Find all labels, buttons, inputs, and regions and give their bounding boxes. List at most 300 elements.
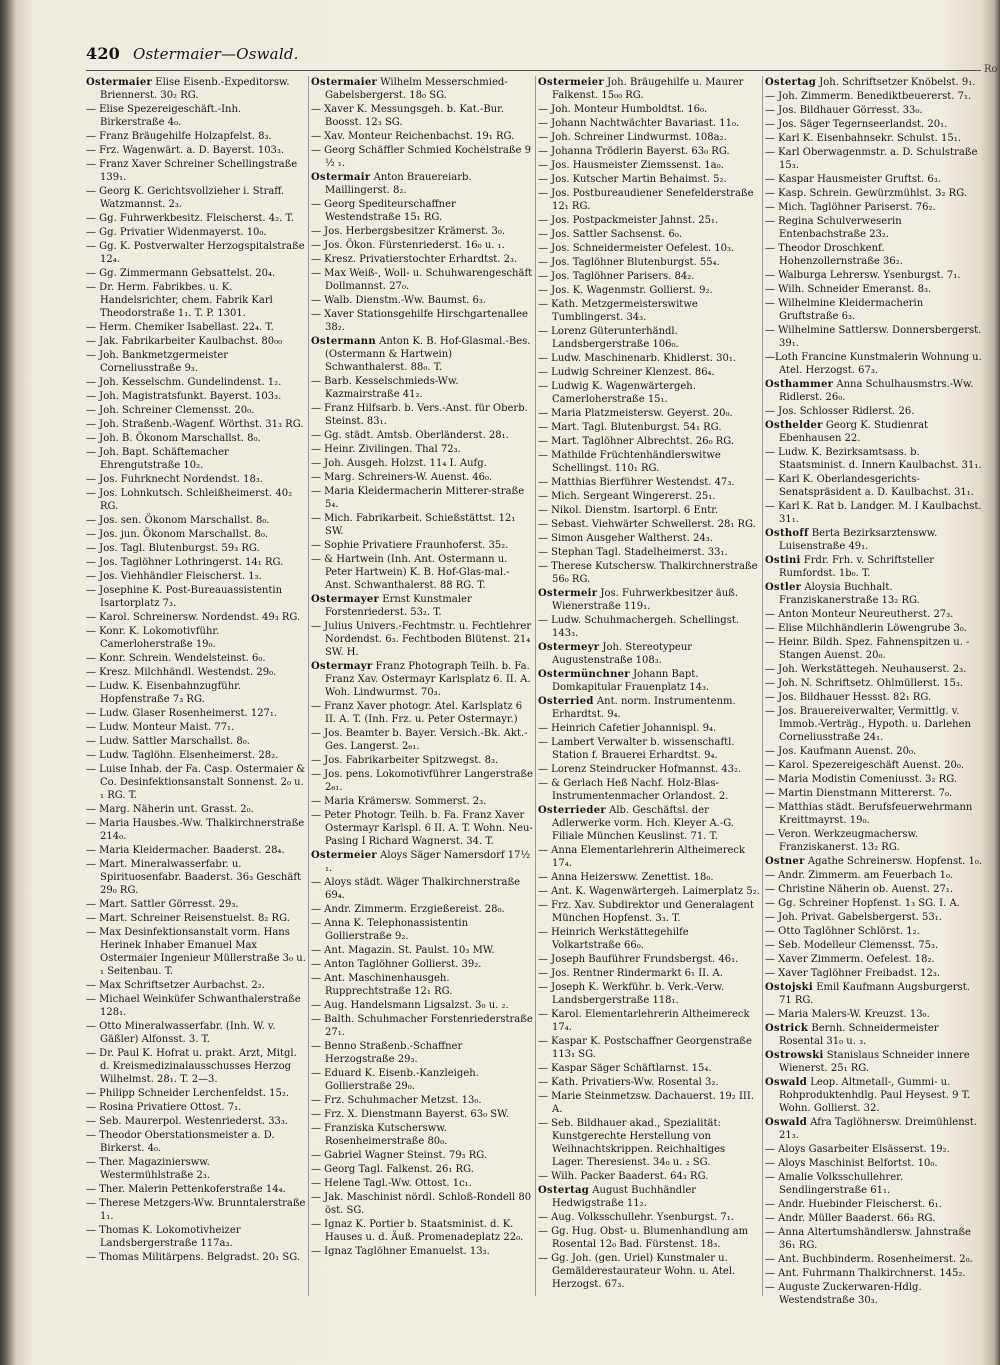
entry-text: Anna Schulhausmstrs.-Ww. Ridlerst. 26₀. [779, 379, 974, 403]
directory-entry [311, 1177, 533, 1190]
directory-entry [86, 321, 306, 334]
entry-text: — Joseph K. Werkführ. b. Verk.-Verw. Landsbergerstraße 118₁. [538, 982, 725, 1006]
entry-text: Ernst Kunstmaler Forstenriederst. 53₂. T. [325, 594, 472, 618]
directory-entry [86, 1156, 306, 1182]
directory-entry [311, 375, 533, 401]
entry-text: — Andr. Huebinder Fleischerst. 6₁. [765, 1199, 942, 1210]
directory-entry [86, 1101, 306, 1114]
directory-entry [538, 476, 760, 489]
page-number: 420 [86, 44, 120, 63]
directory-entry [311, 130, 533, 143]
entry-text: Afra Taglöhnersw. Dreimühlenst. 21₃. [779, 1117, 977, 1141]
entry-text: — Ignaz Taglöhner Emanuelst. 13₃. [311, 1246, 490, 1257]
directory-entry [538, 668, 760, 694]
entry-text: — Karol. Spezereigeschäft Auenst. 20₀. [765, 760, 965, 771]
entry-text: — Franziska Kutschersww. Rosenheimerstraße 80₀. [311, 1123, 448, 1147]
entry-text: — Otto Mineralwasserfabr. (Inh. W. v. Gäßler) Alfonsst. 3. T. [86, 1021, 276, 1045]
directory-entry [86, 103, 306, 129]
directory-entry [86, 666, 306, 679]
directory-entry [86, 487, 306, 513]
directory-entry [311, 1094, 533, 1107]
directory-entry [765, 90, 985, 103]
directory-entry [86, 652, 306, 665]
entry-text: — Jak. Fabrikarbeiter Kaulbachst. 80₀₀ [86, 336, 283, 347]
directory-entry [765, 745, 985, 758]
directory-entry [765, 419, 985, 445]
directory-entry [765, 146, 985, 172]
directory-entry [311, 553, 533, 592]
directory-entry [765, 981, 985, 1007]
entry-text: — Jos. Herbergsbesitzer Krämerst. 3₀. [311, 226, 506, 237]
directory-entry [765, 691, 985, 704]
directory-entry [765, 663, 985, 676]
entry-text: — Michael Weinküfer Schwanthalerstraße 128₁. [86, 994, 301, 1018]
entry-text: — Theodor Oberstationsmeister a. D. Birkerst. 4₀. [86, 1130, 275, 1154]
directory-entry [86, 335, 306, 348]
directory-entry [765, 925, 985, 938]
directory-entry [86, 226, 306, 239]
entry-text: — Jos. Tagl. Blutenburgst. 59₃ RG. [86, 543, 260, 554]
entry-text: — Gg. K. Postverwalter Herzogspitalstraße 12₄. [86, 241, 305, 265]
entry-text: — Jos. Hausmeister Ziemssenst. 1a₀. [538, 160, 724, 171]
directory-entry [538, 159, 760, 172]
entry-text: — Franz Hilfsarb. b. Vers.-Anst. für Oberb. Steinst. 83₁. [311, 403, 528, 427]
entry-text: — Wilh. Schneider Emeranst. 8₃. [765, 284, 932, 295]
directory-entry [765, 828, 985, 854]
directory-entry [765, 1226, 985, 1252]
directory-entry [311, 1040, 533, 1066]
entry-text: — Jos. Fabrikarbeiter Spitzwegst. 8₃. [311, 755, 499, 766]
directory-entry [765, 283, 985, 296]
directory-entry [86, 404, 306, 417]
entry-text: — Maria Modistin Comeniusst. 3₂ RG. [765, 774, 958, 785]
directory-entry [765, 636, 985, 662]
entry-text: — Veron. Werkzeugmachersw. Franziskanerst. 13₂ RG. [765, 829, 919, 853]
entry-text: — Karl K. Rat b. Landger. M. I Kaulbachst. 31₁. [765, 501, 982, 525]
directory-entry [86, 1087, 306, 1100]
directory-entry [538, 1170, 760, 1183]
entry-text: — Jos. Kutscher Martin Behaimst. 5₂. [538, 174, 727, 185]
entry-text: — Jos. Beamter b. Bayer. Versich.-Bk. Akt.-Ges. Langerst. 2₆₁. [311, 728, 528, 752]
entry-text: — Mich. Fabrikarbeit. Schießstättst. 12₁ SW. [311, 513, 516, 537]
surname-heading: Oswald [765, 1117, 808, 1128]
directory-entry [538, 187, 760, 213]
directory-entry [86, 130, 306, 143]
entry-text: — Seb. Bildhauer akad., Spezialität: Kunstgerechte Herstellung von Weihnachtskrippen. Reichhaltiges Lager. Theresienst. 34₀ u. ₂ SG. [538, 1118, 726, 1168]
entry-text: — Therese Metzgers-Ww. Brunntalerstraße 1₁. [86, 1198, 306, 1222]
directory-entry [765, 1281, 985, 1307]
entry-text: — Aloys Gasarbeiter Elsässerst. 19₂. [765, 1144, 950, 1155]
entry-text: — Jak. Maschinist nördl. Schloß-Rondell 80 öst. SG. [311, 1192, 532, 1216]
directory-entry [86, 76, 306, 102]
directory-entry [765, 1049, 985, 1075]
entry-text: — Joh. Bankmetzgermeister Corneliusstraße 9₃. [86, 350, 229, 374]
entry-text: — Marg. Näherin unt. Grasst. 2₀. [86, 804, 254, 815]
directory-entry [538, 532, 760, 545]
surname-heading: Ostermünchner [538, 669, 630, 680]
directory-entry [765, 705, 985, 744]
entry-text: — Franz Xaver Schreiner Schellingstraße 139₁. [86, 159, 298, 183]
directory-entry [86, 1224, 306, 1250]
entry-text: — Anna K. Telephonassistentin Gollierstraße 9₂. [311, 918, 469, 942]
directory-entry [311, 620, 533, 659]
entry-text: — Amalie Volksschullehrer. Sendlingerstraße 61₁. [765, 1172, 903, 1196]
entry-text: — Xaver Zimmerm. Oefelest. 18₂. [765, 954, 935, 965]
directory-entry [311, 1191, 533, 1217]
directory-entry [765, 215, 985, 241]
entry-text: — Joh. Kesselschm. Gundelindenst. 1₂. [86, 377, 282, 388]
directory-entry [765, 773, 985, 786]
entry-text: — Jos. pens. Lokomotivführer Langerstraße 2₆₁. [311, 769, 533, 793]
entry-text: — Ignaz K. Portier b. Staatsminist. d. K. Hauses u. d. Äuß. Promenadeplatz 22₀. [311, 1219, 524, 1243]
directory-entry [86, 584, 306, 610]
surname-heading: Ostini [765, 555, 801, 566]
entry-text: — Mart. Schreiner Reisenstuelst. 8₂ RG. [86, 913, 290, 924]
directory-entry [538, 214, 760, 227]
directory-entry [765, 622, 985, 635]
directory-entry [311, 171, 533, 197]
entry-text: Elise Eisenb.-Expeditorsw. Briennerst. 30₂ RG. [100, 77, 290, 101]
entry-text: — Anna Altertumshändlersw. Jahnstraße 36₁ RG. [765, 1227, 971, 1251]
directory-entry [765, 1253, 985, 1266]
surname-heading: Osthelder [765, 420, 823, 431]
entry-text: — Gabriel Wagner Steinst. 79₃ RG. [311, 1150, 488, 1161]
entry-text: — Joh. B. Ökonom Marschallst. 8₀. [86, 433, 261, 444]
entry-text: — Luise Inhab. der Fa. Casp. Ostermaier & Co. Desinfektionsanstalt Sonnenst. 2₀ u. ₁ RG. T. [86, 764, 306, 801]
directory-entry [765, 883, 985, 896]
directory-entry [538, 1225, 760, 1251]
directory-entry [86, 556, 306, 569]
directory-entry [765, 967, 985, 980]
entry-text: — Anna Elementarlehrerin Altheimereck 17₄. [538, 845, 746, 869]
directory-entry [311, 809, 533, 848]
entry-text: Aloysia Buchhalt. Franziskanerstraße 13₂ RG. [779, 582, 920, 606]
entry-text: — Karol. Elementarlehrerin Altheimereck 17₄. [538, 1009, 750, 1033]
entry-text: — Jos. Rentner Rindermarkt 6₁ II. A. [538, 968, 723, 979]
entry-text: — Frz. Wagenwärt. a. D. Bayerst. 103₃. [86, 145, 285, 156]
directory-entry [86, 158, 306, 184]
directory-entry [86, 1115, 306, 1128]
column-rule [308, 76, 309, 1296]
directory-entry [311, 958, 533, 971]
entry-text: — Karl K. Eisenbahnsekr. Schulst. 15₁. [765, 133, 961, 144]
entry-text: — Andr. Zimmerm. am Feuerbach 1₀. [765, 870, 954, 881]
entry-text: Ant. norm. Instrumentenm. Erhardtst. 9₄. [552, 696, 736, 720]
directory-entry [538, 76, 760, 102]
entry-text: — Peter Photogr. Teilh. b. Fa. Franz Xaver Ostermayr Karlspl. 6 II. A. T. Wohn. Neu-Pasing I Richard Wagnerst. 34. T. [311, 810, 533, 847]
directory-entry [86, 898, 306, 911]
entry-text: — Jos. Sattler Sachsenst. 6₀. [538, 229, 683, 240]
directory-entry [311, 1218, 533, 1244]
directory-entry [765, 855, 985, 868]
entry-text: — Ant. Magazin. St. Paulst. 10₃ MW. [311, 945, 495, 956]
surname-heading: Osterried [538, 696, 594, 707]
entry-text: — Jos. Taglöhner Parisers. 84₂. [538, 271, 695, 282]
entry-text: — Sebast. Viehwärter Schwellerst. 28₁ RG. [538, 519, 756, 530]
directory-entry [538, 449, 760, 475]
directory-entry [86, 418, 306, 431]
directory-entry [765, 677, 985, 690]
entry-text: — Kath. Privatiers-Ww. Rosental 3₂. [538, 1077, 719, 1088]
directory-entry [538, 695, 760, 721]
entry-text: — Jos. Ökon. Fürstenriederst. 16₀ u. ₁. [311, 240, 505, 251]
entry-text: Stanislaus Schneider innere Wienerst. 25₁ RG. [779, 1050, 970, 1074]
entry-text: — Maria Krämersw. Sommerst. 2₃. [311, 796, 487, 807]
entry-text: Frdr. Frh. v. Schriftsteller Rumfordst. 1b₀. T. [779, 555, 935, 579]
directory-entry [765, 1198, 985, 1211]
directory-entry [538, 804, 760, 843]
directory-entry [765, 173, 985, 186]
directory-entry [765, 297, 985, 323]
entry-text: — Maria Hausbes.-Ww. Thalkirchnerstraße 214₀. [86, 818, 305, 842]
directory-entry [311, 402, 533, 428]
entry-text: — Jos. Viehhändler Fleischerst. 1₃. [86, 571, 262, 582]
directory-entry [765, 759, 985, 772]
directory-entry [86, 749, 306, 762]
directory-entry [538, 366, 760, 379]
entry-text: — Johann Nachtwächter Bavariast. 11₀. [538, 118, 740, 129]
directory-entry [311, 471, 533, 484]
directory-entry [86, 625, 306, 651]
directory-entry [86, 735, 306, 748]
directory-entry [86, 514, 306, 527]
surname-heading: Ostrick [765, 1023, 809, 1034]
directory-entry [311, 294, 533, 307]
directory-entry [538, 228, 760, 241]
surname-heading: Osthoff [765, 528, 809, 539]
directory-entry [538, 722, 760, 735]
entry-text: — Barb. Kesselschmieds-Ww. Kazmairstraße 41₂. [311, 376, 459, 400]
entry-text: — Jos. Schlosser Ridlerst. 26. [765, 406, 915, 417]
entry-text: — Ant. Maschinenhausgeh. Rupprechtstraße 12₁ RG. [311, 973, 453, 997]
entry-text: — Johanna Trödlerin Bayerst. 63₀ RG. [538, 146, 730, 157]
directory-entry [86, 376, 306, 389]
entry-text: — Gg. städt. Amtsb. Oberländerst. 28₁. [311, 430, 509, 441]
entry-text: — Jos. Brauereiverwalter, Vermittlg. v. Immob.-Verträg., Hypoth. u. Darlehen Corneliusstraße 24₁. [765, 706, 971, 743]
directory-entry [538, 421, 760, 434]
directory-entry [311, 1163, 533, 1176]
entry-text: — Seb. Modelleur Clemensst. 75₃. [765, 940, 939, 951]
entry-text: — Gg. Schreiner Hopfenst. 1₃ SG. I. A. [765, 898, 960, 909]
entry-text: — Sophie Privatiere Fraunhoferst. 35₂. [311, 540, 509, 551]
entry-text: — Theodor Droschkenf. Hohenzollernstraße 36₂. [765, 243, 903, 267]
entry-text: — Lorenz Steindrucker Hofmannst. 43₂. [538, 764, 742, 775]
directory-entry [765, 1157, 985, 1170]
entry-text: — Ant. K. Wagenwärtergeh. Laimerplatz 5₂. [538, 886, 760, 897]
entry-text: — Jos. Schneidermeister Oefelest. 10₃. [538, 243, 735, 254]
directory-entry [538, 885, 760, 898]
entry-text: — Josephine K. Post-Bureauassistentin Isartorplatz 7₃. [86, 585, 283, 609]
directory-entry [86, 212, 306, 225]
directory-entry [538, 131, 760, 144]
directory-entry [765, 801, 985, 827]
directory-entry [538, 953, 760, 966]
directory-entry [538, 777, 760, 803]
entry-text: — Jos. Postbureaudiener Senefelderstraße 12₁ RG. [538, 188, 754, 212]
directory-entry [86, 267, 306, 280]
entry-text: — Gg. Zimmermann Gebsattelst. 20₄. [86, 268, 276, 279]
directory-entry [538, 560, 760, 586]
directory-entry [86, 349, 306, 375]
entry-text: — Kath. Metzgermeisterswitwe Tumblingerst. 34₃. [538, 299, 698, 323]
entry-text: — Gg. Privatier Widenmayerst. 10₀. [86, 227, 267, 238]
entry-text: — Andr. Müller Baaderst. 66₃ RG. [765, 1213, 936, 1224]
directory-entry [765, 939, 985, 952]
entry-text: — Matthias Bierführer Westendst. 47₃. [538, 477, 735, 488]
directory-entry [538, 256, 760, 269]
directory-entry [765, 446, 985, 472]
directory-entry [765, 76, 985, 89]
directory-entry [538, 926, 760, 952]
directory-entry [765, 911, 985, 924]
entry-text: — Joh. Ausgeh. Holzst. 11₄ I. Aufg. [311, 458, 487, 469]
directory-entry [765, 324, 985, 350]
entry-text: — Ther. Malerin Pettenkoferstraße 14₄. [86, 1184, 286, 1195]
column-rule [535, 76, 536, 1296]
directory-entry [538, 1117, 760, 1169]
directory-entry [538, 641, 760, 667]
directory-entry [538, 614, 760, 640]
directory-entry [311, 700, 533, 726]
entry-text: — Frz. Xav. Subdirektor und Generalagent München Hopfenst. 3₃. T. [538, 900, 754, 924]
entry-text: — Joh. N. Schriftsetz. Ohlmüllerst. 15₃. [765, 678, 964, 689]
entry-text: — Franz Bräugehilfe Holzapfelst. 8₃. [86, 131, 272, 142]
header-rule [86, 70, 981, 71]
entry-text: — Max Desinfektionsanstalt vorm. Hans Herinek Inhaber Emanuel Max Ostermaier Ingenieur Müllerstraße 3₀ u. ₁ Seitenbau. T. [86, 927, 306, 977]
directory-entry [311, 335, 533, 374]
directory-entry [311, 660, 533, 699]
directory-entry [765, 1171, 985, 1197]
entry-text: — Ant. Fuhrmann Thalkirchnerst. 145₂. [765, 1268, 966, 1279]
directory-entry [765, 1116, 985, 1142]
directory-entry [86, 926, 306, 978]
entry-text: — Lambert Verwalter b. wissenschaftl. Station f. Brauerei Erhardtst. 9₄. [538, 737, 735, 761]
entry-text: — Heinrich Werkstättegehilfe Volkartstraße 66₀. [538, 927, 689, 951]
directory-entry [311, 768, 533, 794]
column-4 [765, 76, 985, 1306]
directory-entry [538, 352, 760, 365]
directory-entry [86, 473, 306, 486]
directory-entry [538, 1184, 760, 1210]
entry-text: — Georg K. Gerichtsvollzieher i. Straff. Watzmannst. 2₃. [86, 186, 285, 210]
entry-text: — Nikol. Dienstm. Isartorpl. 6 Entr. [538, 505, 719, 516]
directory-entry [538, 380, 760, 406]
directory-entry [311, 1013, 533, 1039]
entry-text: Franz Photograph Teilh. b. Fa. Franz Xav. Ostermayr Karlsplatz 6. II. A. Woh. Lindwurmst. 70₃. [325, 661, 531, 698]
entry-text: Anton Brauereiarb. Maillingerst. 8₂. [325, 172, 472, 196]
directory-entry [311, 225, 533, 238]
surname-heading: Ostner [765, 856, 805, 867]
entry-text: — Marie Steinmetzsw. Dachauerst. 19₂ III. A. [538, 1091, 755, 1115]
entry-text: — Aug. Volksschullehr. Ysenburgst. 7₁. [538, 1212, 734, 1223]
entry-text: — Anton Monteur Neureutherst. 27₃. [765, 609, 954, 620]
entry-text: Joh. Stereotypeur Augustenstraße 108₃. [552, 642, 693, 666]
directory-entry [538, 1252, 760, 1291]
directory-entry [311, 917, 533, 943]
directory-entry [538, 587, 760, 613]
entry-text: — Karl Oberwagenmstr. a. D. Schulstraße 15₃. [765, 147, 978, 171]
entry-text: — Simon Ausgeher Waltherst. 24₃. [538, 533, 713, 544]
directory-entry [765, 608, 985, 621]
directory-entry [538, 145, 760, 158]
entry-text: — Frz. X. Dienstmann Bayerst. 63₀ SW. [311, 1109, 509, 1120]
entry-text: — Wilhelmine Kleidermacherin Gruftstraße 6₃. [765, 298, 924, 322]
entry-text: Joh. Schriftsetzer Knöbelst. 9₁. [819, 77, 976, 88]
directory-entry [86, 1020, 306, 1046]
entry-text: — Jos. Säger Tegernseerlandst. 20₁. [765, 119, 948, 130]
entry-text: — Maria Kleidermacherin Mitterer-straße 5₄. [311, 486, 525, 510]
directory-entry [86, 721, 306, 734]
entry-text: — Jos. Kaufmann Auenst. 20₀. [765, 746, 917, 757]
directory-entry [86, 817, 306, 843]
directory-entry [86, 446, 306, 472]
entry-text: — Jos. Bildhauer Hessst. 82₁ RG. [765, 692, 932, 703]
directory-entry [86, 281, 306, 320]
entry-text: — Stephan Tagl. Stadelheimerst. 33₁. [538, 547, 728, 558]
directory-entry [86, 390, 306, 403]
entry-text: — Maria Malers-W. Kreuzst. 13₀. [765, 1009, 930, 1020]
directory-entry [538, 518, 760, 531]
surname-heading: Ostermair [311, 172, 371, 183]
directory-entry [86, 803, 306, 816]
directory-entry [538, 1008, 760, 1034]
entry-text: — Karl K. Oberlandesgerichts-Senatspräsident a. D. Kaulbachst. 31₁. [765, 474, 974, 498]
surname-heading: Ostermeir [538, 588, 598, 599]
column-3 [538, 76, 760, 1296]
directory-entry [538, 981, 760, 1007]
entry-text: — Wilh. Packer Baaderst. 64₃ RG. [538, 1171, 709, 1182]
entry-text: — Heinr. Bildh. Spez. Fahnenspitzen u. -Stangen Auenst. 20₀. [765, 637, 970, 661]
directory-entry [86, 1047, 306, 1086]
directory-entry [765, 1076, 985, 1115]
entry-text: — Kresz. Privatierstochter Erhardtst. 2₃. [311, 254, 518, 265]
entry-text: — Gg. Fuhrwerkbesitz. Fleischerst. 4₂. T. [86, 213, 294, 224]
entry-text: — Aug. Handelsmann Ligsalzst. 3₀ u. ₂. [311, 1000, 509, 1011]
directory-entry [311, 1067, 533, 1093]
directory-entry [86, 570, 306, 583]
entry-text: — Mart. Sattler Görresst. 29₃. [86, 899, 239, 910]
entry-text: — Thomas K. Lokomotivheizer Landsbergerstraße 117a₃. [86, 1225, 241, 1249]
entry-text: — Konr. K. Lokomotivführ. Camerloherstraße 19₀. [86, 626, 220, 650]
surname-heading: Ostermayr [311, 661, 373, 672]
entry-text: — Elise Milchhändlerin Löwengrube 3₀. [765, 623, 967, 634]
directory-entry [86, 680, 306, 706]
surname-heading: Ostler [765, 582, 802, 593]
entry-text: Wilhelm Messerschmied-Gabelsbergerst. 18₀ SG. [325, 77, 508, 101]
running-head: Ostermaier—Oswald. [132, 45, 299, 63]
directory-entry [765, 351, 985, 377]
entry-text: Georg K. Studienrat Ebenhausen 22. [779, 420, 929, 444]
entry-text: — Joh. Privat. Gabelsbergerst. 53₁. [765, 912, 942, 923]
entry-text: — Ludw. Glaser Rosenheimerst. 127₁. [86, 708, 278, 719]
directory-entry [311, 754, 533, 767]
directory-entry [538, 325, 760, 351]
directory-entry [538, 736, 760, 762]
directory-entry [86, 542, 306, 555]
entry-text: — Elise Spezereigeschäft.-Inh. Birkerstraße 4₀. [86, 104, 242, 128]
entry-text: — Aloys Maschinist Belfortst. 10₀. [765, 1158, 938, 1169]
entry-text: Leop. Altmetall-, Gummi- u. Rohproduktenhdlg. Paul Heysest. 9 T. Wohn. Gollierst. 32. [779, 1077, 971, 1114]
surname-heading: Ostermayer [311, 594, 380, 605]
directory-entry [765, 201, 985, 214]
entry-text: Joh. Bräugehilfe u. Maurer Falkenst. 15₀₀ RG. [552, 77, 744, 101]
directory-entry [765, 1212, 985, 1225]
directory-entry [765, 378, 985, 404]
directory-entry [311, 239, 533, 252]
entry-text: — Ant. Buchbinderm. Rosenheimerst. 2₀. [765, 1254, 973, 1265]
entry-text: Berta Bezirksarztensww. Luisenstraße 49₁. [779, 528, 938, 552]
entry-text: — Kasp. Schrein. Gewürzmühlst. 3₂ RG. [765, 188, 968, 199]
